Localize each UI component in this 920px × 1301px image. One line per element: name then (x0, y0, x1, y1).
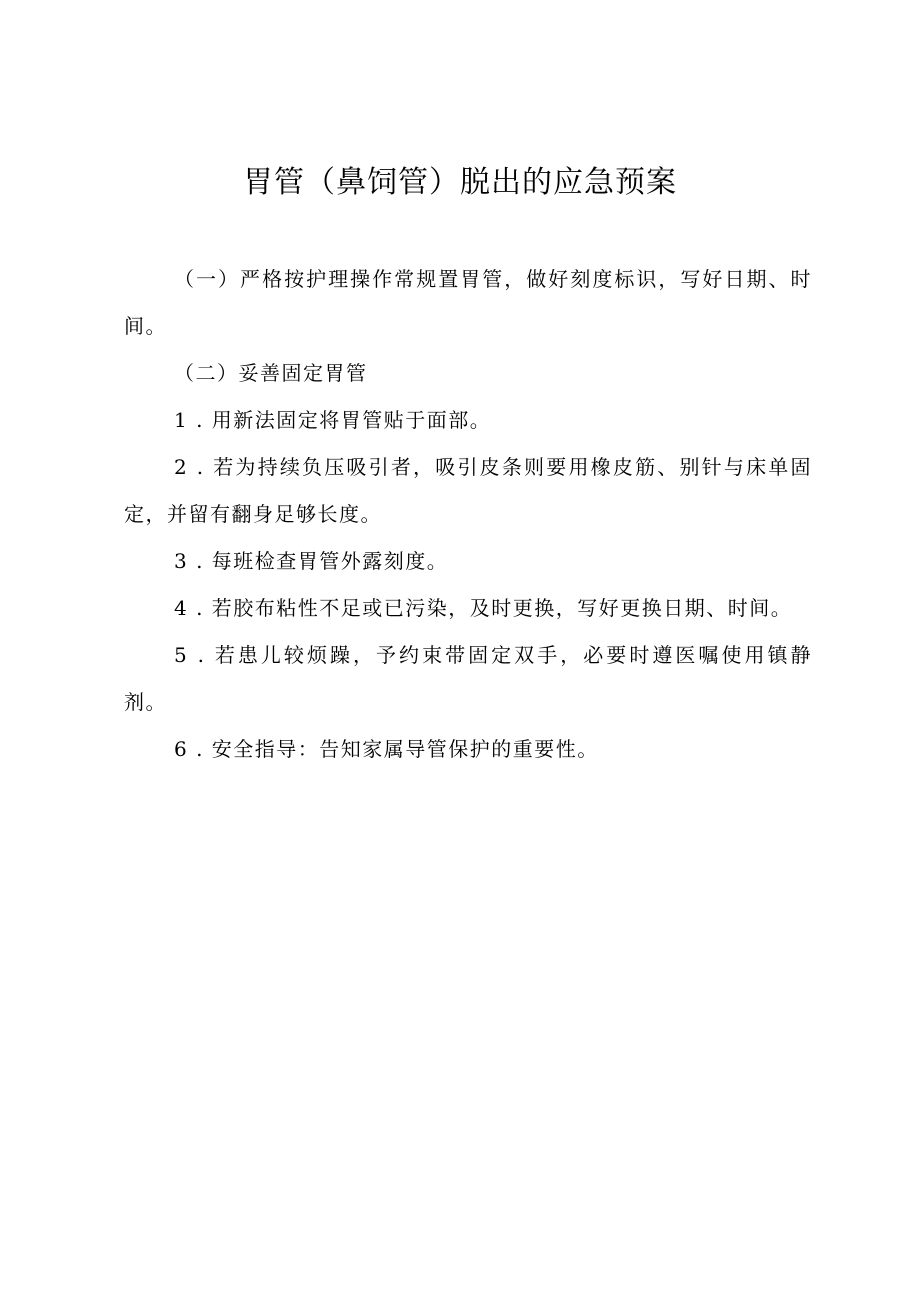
paragraph-section-one: （一）严格按护理操作常规置胃管，做好刻度标识，写好日期、时间。 (124, 267, 812, 338)
list-item-3: 3 . 每班检查胃管外露刻度。 (174, 549, 449, 573)
paragraph-section-two: （二）妥善固定胃管 (174, 361, 368, 385)
list-item-6: 6 . 安全指导：告知家属导管保护的重要性。 (174, 737, 599, 761)
list-item-5: 5 . 若患儿较烦躁，予约束带固定双手，必要时遵医嘱使用镇静剂。 (124, 643, 812, 714)
list-item-4: 4 . 若胶布粘性不足或已污染，及时更换，写好更换日期、时间。 (174, 596, 793, 620)
list-item-2: 2 . 若为持续负压吸引者，吸引皮条则要用橡皮筋、别针与床单固定，并留有翻身足够长度。 (124, 455, 812, 526)
document-title: 胃管（鼻饲管）脱出的应急预案 (243, 165, 677, 200)
list-item-1: 1 . 用新法固定将胃管贴于面部。 (174, 408, 492, 432)
document-body (124, 256, 812, 773)
